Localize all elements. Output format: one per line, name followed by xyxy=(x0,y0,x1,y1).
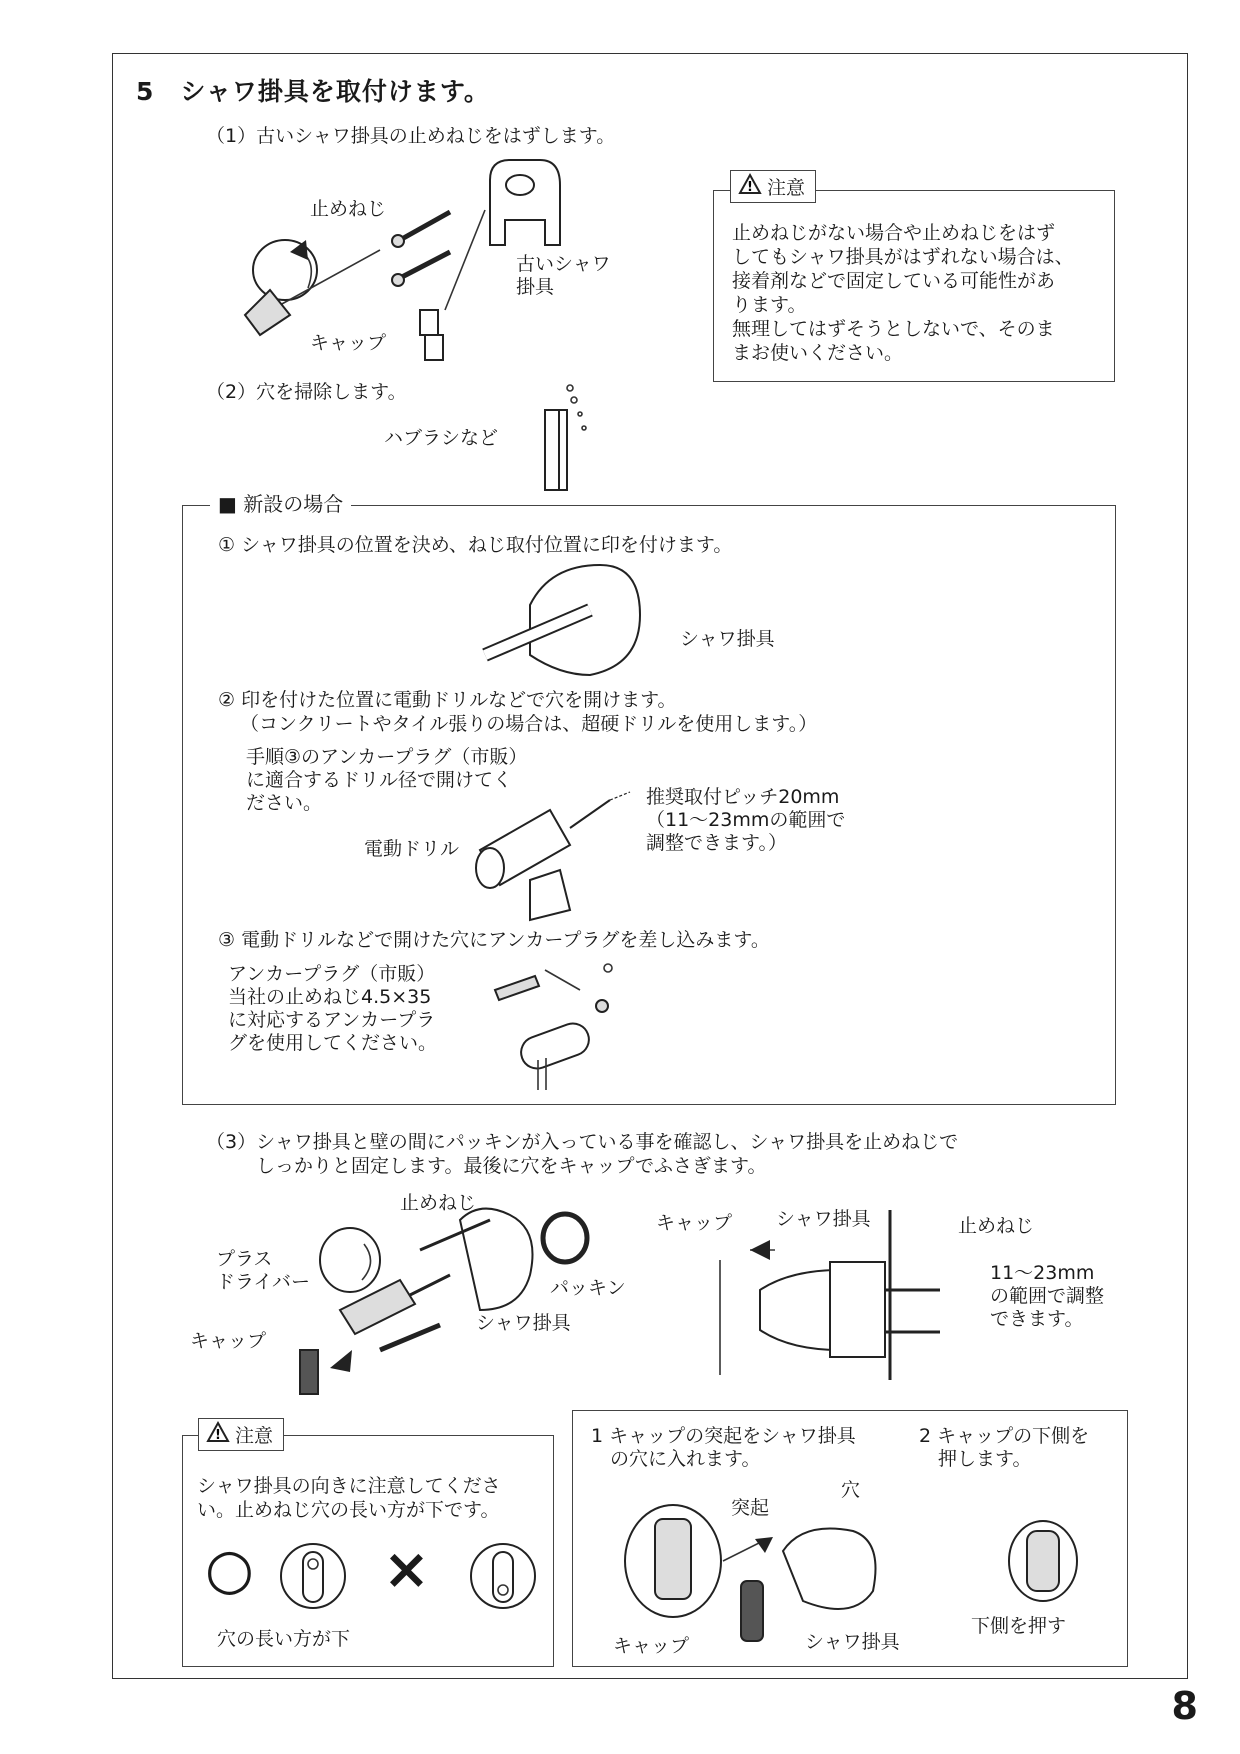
caution-box-bottom xyxy=(182,1435,554,1667)
label-cap-steps: キャップ xyxy=(613,1635,690,1657)
label-screw-section: 止めねじ xyxy=(958,1215,1035,1237)
anchor-note: アンカープラグ（市販） 当社の止めねじ4.5×35 に対応するアンカープラ グを使用してください。 xyxy=(228,963,438,1054)
caution-label-top: 注意 xyxy=(767,177,806,199)
caution-box-top xyxy=(713,190,1115,382)
anchor-plug-illustration xyxy=(490,960,640,1090)
cap-step2-text: 2 キャップの下側を 押します。 xyxy=(919,1425,1090,1470)
pitch-note: 推奨取付ピッチ20mm （11〜23mmの範囲で 調整できます。） xyxy=(646,786,846,854)
label-toothbrush: ハブラシなど xyxy=(384,427,499,449)
caution-text-bottom: シャワ掛具の向きに注意してくださ い。止めねじ穴の長い方が下です。 xyxy=(197,1475,501,1521)
label-holder-section: シャワ掛具 xyxy=(776,1208,871,1230)
drill-note: 手順③のアンカープラグ（市販） に適合するドリル径で開けてく ださい。 xyxy=(246,746,528,814)
label-holder-1: シャワ掛具 xyxy=(680,628,775,650)
svg-text:!: ! xyxy=(215,1428,221,1443)
holder-cross-section-illustration xyxy=(700,1210,950,1380)
label-hole: 穴 xyxy=(841,1479,861,1501)
label-cap: キャップ xyxy=(310,332,387,354)
new-step2-text: ② 印を付けた位置に電動ドリルなどで穴を開けます。 xyxy=(218,689,677,711)
new-step2-sub: （コンクリートやタイル張りの場合は、超硬ドリルを使用します。） xyxy=(240,713,818,735)
label-old-holder: 古いシャワ 掛具 xyxy=(516,253,611,298)
label-range: 11〜23mm の範囲で調整 できます。 xyxy=(990,1262,1105,1330)
label-long-hole-down: 穴の長い方が下 xyxy=(217,1628,351,1650)
svg-text:!: ! xyxy=(747,180,753,195)
toothbrush-illustration xyxy=(540,380,620,490)
label-holder-3: シャワ掛具 xyxy=(476,1312,571,1334)
section-title: 5 シャワ掛具を取付けます。 xyxy=(136,77,490,106)
label-screw-3: 止めねじ xyxy=(400,1192,477,1214)
label-packing: パッキン xyxy=(550,1277,626,1299)
label-drill: 電動ドリル xyxy=(364,838,460,860)
caution-text-top: 止めねじがない場合や止めねじをはず してもシャワ掛具がはずれない場合は、 接着剤などで固定している可能性があ ります。 無理してはずそうとしないで、そのま まお使いください。 xyxy=(732,222,1074,364)
label-screw: 止めねじ xyxy=(310,198,387,220)
label-cap-section: キャップ xyxy=(656,1212,733,1234)
cap-step1-text: 1 キャップの突起をシャワ掛具 の穴に入れます。 xyxy=(591,1425,856,1470)
drill-illustration xyxy=(470,780,630,920)
cap-steps-box xyxy=(572,1410,1128,1667)
step1-title: （1）古いシャワ掛具の止めねじをはずします。 xyxy=(206,125,616,147)
label-protrusion: 突起 xyxy=(731,1497,770,1519)
ng-mark: × xyxy=(383,1537,430,1602)
label-driver: プラス ドライバー xyxy=(216,1248,311,1293)
new-step1-text: ① シャワ掛具の位置を決め、ねじ取付位置に印を付けます。 xyxy=(218,534,733,556)
caution-tag-bottom xyxy=(198,1418,284,1451)
ok-mark: ○ xyxy=(205,1537,254,1602)
warning-icon xyxy=(207,1422,229,1447)
holder-marking-illustration xyxy=(480,565,660,675)
step3-title: （3）シャワ掛具と壁の間にパッキンが入っている事を確認し、シャワ掛具を止めねじで xyxy=(206,1131,959,1153)
new-install-heading: ■ 新設の場合 xyxy=(210,492,351,516)
step2-title: （2）穴を掃除します。 xyxy=(206,381,407,403)
warning-icon xyxy=(739,174,761,199)
label-cap-3: キャップ xyxy=(190,1330,267,1352)
caution-tag-top xyxy=(730,170,816,203)
new-step3-text: ③ 電動ドリルなどで開けた穴にアンカープラグを差し込みます。 xyxy=(218,929,770,951)
label-holder-steps: シャワ掛具 xyxy=(805,1631,900,1653)
label-push-bottom: 下側を押す xyxy=(971,1615,1067,1637)
step3-title2: しっかりと固定します。最後に穴をキャップでふさぎます。 xyxy=(256,1155,767,1177)
caution-label-bottom: 注意 xyxy=(235,1425,274,1447)
page-number: 8 xyxy=(1171,1684,1198,1728)
orientation-illustration xyxy=(273,1536,543,1616)
